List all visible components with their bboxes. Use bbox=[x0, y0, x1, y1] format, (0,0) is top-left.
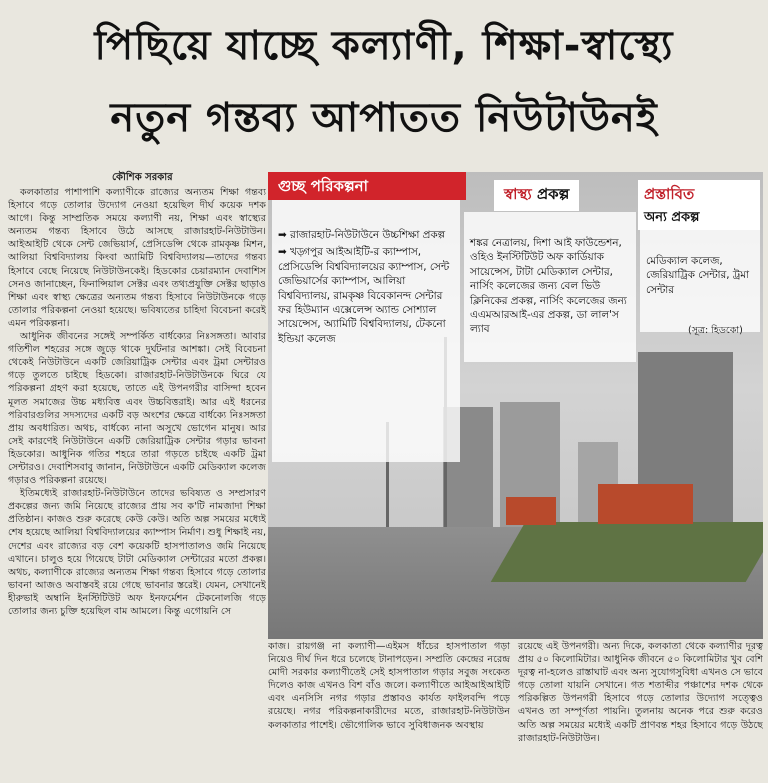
headline bbox=[0, 0, 768, 168]
photo-truck bbox=[598, 484, 693, 524]
health-project-panel bbox=[464, 212, 636, 362]
article-left-column bbox=[8, 186, 266, 776]
article-bottom-columns bbox=[268, 640, 763, 780]
health-project-tag bbox=[494, 180, 579, 211]
byline: কৌশিক সরকার bbox=[112, 172, 173, 183]
paragraph-2: আধুনিক জীবনের সঙ্গেই সম্পর্কিত বার্ধক্যের নিঃসঙ্গতা। আবার গতিশীল শহরের সঙ্গে জুড়ে থাকে দুর্ঘটনার আশঙ্কা। সেই বিবেচনা থেকেই নিউটাউনে একটি জেরিয়াট্রিক সেন্টার এবং ট্রমা সেন্টারও গড়ে তুলতে চাইছে হিডকো। রাজারহাট-নিউটাউনকে ঘিরে যে পরিকল্পনা গ্রহণ করা হয়েছে, তাতে এই উপনগরীর বাসিন্দা হবেন মূলত সমাজের উচ্চ মধ্যবিত্ত এবং উচ্চবিত্তরাই। আর এই ধরনের পরিবারগুলির সদস্যদের একটি বড় অংশের ক্ষেত্রে বার্ধক্যে নিঃসঙ্গতা প্রায় অবধারিত। অথচ, বার্ধক্যে নানা অসুখে ভোগেন মানুষ। আর সেই কারণেই নিউটাউনে একটি জেরিয়াট্রিক সেন্টার গড়ার ভাবনা হিডকোর। আধুনিক গতির শহরে তারা গড়তে চাইছে একটি ট্রমা সেন্টারও। দেবাশিসবাবু জানান, নিউটাউনে একটি মেডিক্যাল কলেজ গড়ারও পরিকল্পনা রয়েছে। bbox=[8, 331, 266, 487]
proposed-project-tag bbox=[638, 180, 760, 230]
paragraph-3: ইতিমধ্যেই রাজারহাট-নিউটাউনে তাদের ভবিষ্যত ও সম্প্রসারণ প্রকল্পের জন্য জমি নিয়েছে রাজ্যের প্রায় সব ক'টি নামজাদা শিক্ষা প্রতিষ্ঠান। কাজও শুরু করেছে কেউ কেউ। অতি অল্প সময়ের মধ্যেই শেষ হয়েছে আলিয়া বিশ্ববিদ্যালয়ের ক্যাম্পাস নির্মাণ। শুধু শিক্ষাই নয়, দেশের এবং রাজ্যের বড় বেশ কয়েকটি হাসপাতালও জমি নিয়েছে এখানে। চালুও হয়ে গিয়েছে টাটা মেডিক্যাল সেন্টারের মতো প্রকল্প। অথচ, কল্যাণীকে রাজ্যের অন্যতম শিক্ষা গন্তব্য হিসাবে গড়ে তোলার ভাবনা আজও অবাস্তবই রয়ে গেছে ভাবনার স্তরেই। যেমন, সেখানেই হীরুভাই অম্বানি ইনস্টিটিউট অফ ইনফর্মেশন টেকনোলজি গড়ে তোলার জন্য চুক্তি হয়েছিল বাম আমলে। কিন্তু এগোয়নি সে bbox=[8, 488, 266, 617]
cluster-plan-item: ➡ খড়্গপুর আইআইটি-র ক্যাম্পাস, প্রেসিডেন্সি বিশ্ববিদ্যালয়ের ক্যাম্পাস, সেন্ট জেভিয়ার্সের ক্যাম্পাস, আলিয়া বিশ্ববিদ্যালয়, রামকৃষ্ণ বিবেকানন্দ সেন্টার ফর হিউম্যান এক্সেলেন্স অ্যান্ড সোশ্যাল সায়েন্সেস, অ্যামিটি বিশ্ববিদ্যালয়, টেকনো ইন্ডিয়া কলেজ bbox=[278, 246, 450, 345]
paragraph-1: কলকাতার পাশাপাশি কল্যাণীকে রাজ্যের অন্যতম শিক্ষা গন্তব্য হিসাবে গড়ে তোলার উদ্যোগ নেওয়া হয়েছিল দীর্ঘ কয়েক দশক আগে। কিন্তু সাম্প্রতিক সময়ে কল্যাণী নয়, শিক্ষা এবং স্বাস্থ্যের অন্যতম গন্তব্য হিসাবে উঠে আসছে রাজারহাট-নিউটাউন। আইআইটি থেকে সেন্ট জেভিয়ার্স, প্রেসিডেন্সি থেকে রামকৃষ্ণ মিশন, আলিয়া বিশ্ববিদ্যালয় কিংবা অ্যামিটি বিশ্ববিদ্যালয়—তাদের গন্তব্য হিসাবে বেছে নিয়েছে নিউটাউনকেই। হিডকোর চেয়ারম্যান দেবাশিস সেনও জানাচ্ছেন, ফিনান্সিয়াল সেক্টর এবং তথ্যপ্রযুক্তি সেক্টর ছাড়াও শিক্ষা এবং স্বাস্থ্য ক্ষেত্রের অন্যতম গন্তব্য হিসাবে নিউটাউনকে গড়ে তোলার পরিকল্পনা নেওয়া হয়েছে। ভবিষ্যতের চাহিদা বিবেচনা করেই এমন পরিকল্পনা। bbox=[8, 187, 266, 329]
health-project-text: শঙ্কর নেত্রালয়, দিশা আই ফাউন্ডেশন, ওহিও ইনস্টিটিউট অফ কার্ডিয়াক সায়েন্সেস, টাটা মেডিক্যাল সেন্টার, নার্সিং কলেজের জন্য বেল ভিউ ক্লিনিকের প্রকল্প, নার্সিং কলেজের জন্য এএমআরআই-এর প্রকল্প, ডা লাল'স ল্যাব bbox=[470, 237, 627, 336]
health-tag-red: স্বাস্থ্য bbox=[504, 185, 532, 203]
cluster-plan-tag: গুচ্ছ পরিকল্পনা bbox=[268, 172, 466, 200]
source-credit: (সূত্র: হিডকো) bbox=[688, 325, 743, 336]
headline-line-1: পিছিয়ে যাচ্ছে কল্যাণী, শিক্ষা-স্বাস্থ্যে bbox=[94, 23, 674, 69]
photo-grass-verge bbox=[491, 522, 763, 582]
proposed-tag-red: প্রস্তাবিত bbox=[644, 185, 695, 203]
cluster-plan-panel bbox=[272, 200, 460, 462]
bottom-column-2: রয়েছে এই উপনগরী। অন্য দিকে, কলকাতা থেকে কল্যাণীর দূরত্ব প্রায় ৫০ কিলোমিটার। আধুনিক জীবনে ৫০ কিলোমিটার খুব বেশি দূরত্ব না-হলেও রাস্তাঘাট এবং অন্য সুযোগসুবিধা এখনও সে ভাবে গড়ে তোলা যায়নি সেখানে। গত শতাব্দীর পঞ্চাশের দশক থেকে পরিকল্পিত উপনগরী হিসাবে গড়ে তোলার উদ্যোগ সত্ত্বেও এখনও তা সম্পূর্ণতা পায়নি। তুলনায় অনেক পরে শুরু করেও অতি অল্প সময়ের মধ্যেই একটি প্রাণবন্ত শহর হিসাবে গড়ে উঠছে রাজারহাট-নিউটাউন। bbox=[518, 641, 763, 744]
newtown-photo-graphic bbox=[268, 172, 763, 639]
photo-truck bbox=[506, 497, 556, 525]
proposed-tag-black: অন্য প্রকল্প bbox=[644, 210, 700, 225]
proposed-project-panel bbox=[640, 212, 760, 332]
proposed-project-text: মেডিক্যাল কলেজ, জেরিয়াট্রিক সেন্টার, ট্রমা সেন্টার bbox=[646, 255, 750, 296]
health-tag-black: প্রকল্প bbox=[531, 185, 570, 203]
bottom-column-1: কাজ। রায়গঞ্জ না কল্যাণী—এইমস ধাঁচের হাসপাতাল গড়া নিয়েও দীর্ঘ দিন ধরে চলেছে টানাপড়েন। সম্প্রতি কেন্দ্রের নরেন্দ্র মোদী সরকার কল্যাণীতেই সেই হাসপাতাল গড়ার সবুজ সংকেত দিলেও কাজ এখনও বিশ বাঁও জলে। কল্যাণীতে আইআইআইটি এবং এনসিসি নগর গড়ার প্রস্তাবও কার্যত ফাইলবন্দি পড়ে রয়েছে। নগর পরিকল্পনাকারীদের মতে, রাজারহাট-নিউটাউন কলকাতার পাশেই। ভৌগোলিক ভাবে সুবিধাজনক অবস্থায় bbox=[268, 641, 510, 731]
cluster-plan-item: ➡ রাজারহাট-নিউটাউনে উচ্চশিক্ষা প্রকল্প bbox=[278, 229, 446, 241]
headline-line-2: নতুন গন্তব্য আপাতত নিউটাউনই bbox=[110, 95, 658, 141]
